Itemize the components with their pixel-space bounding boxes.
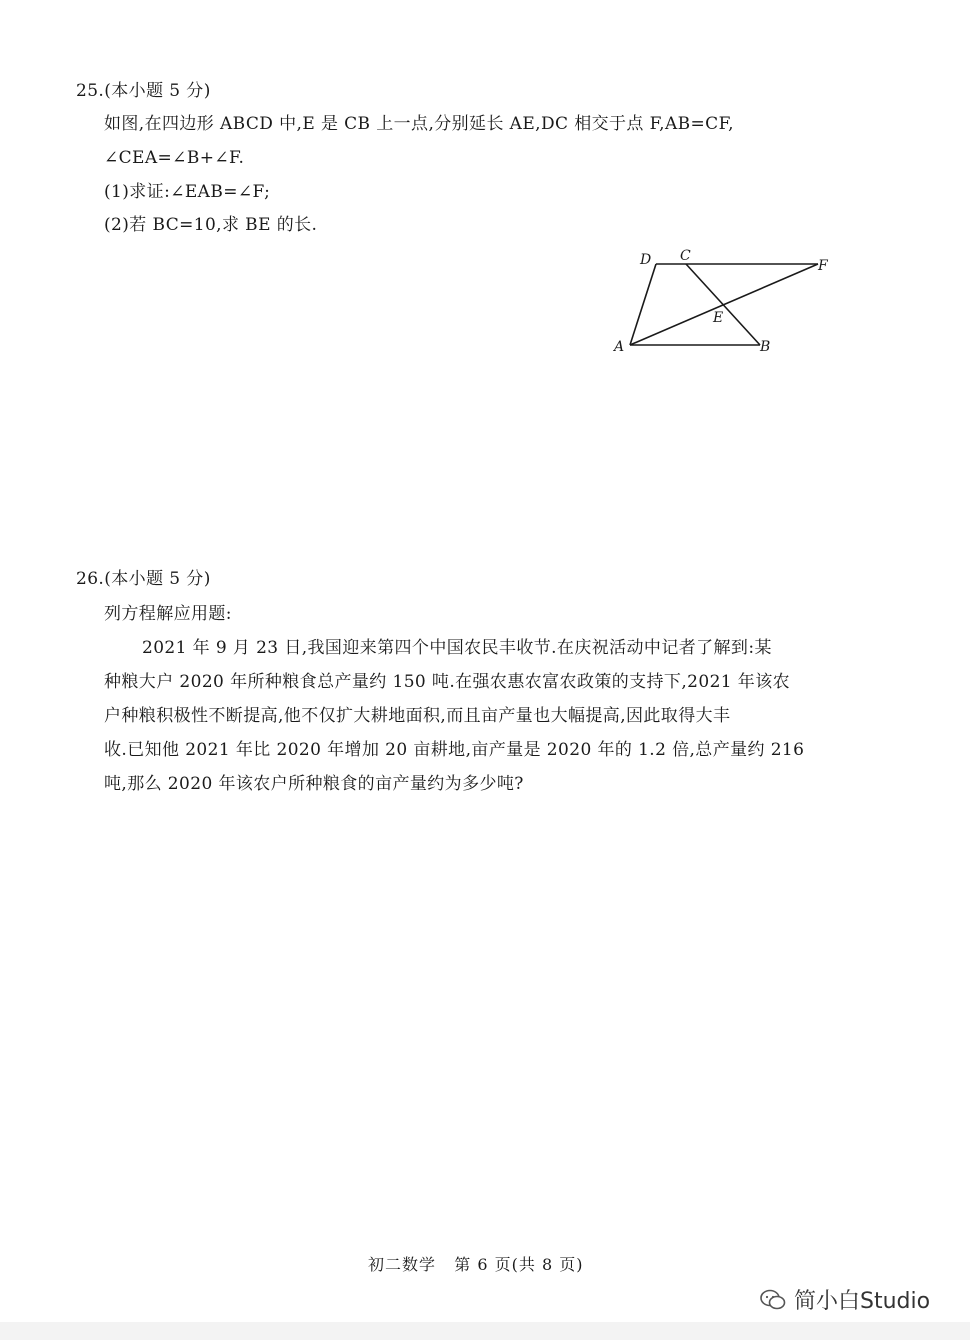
q25-header: 25.(本小题 5 分): [76, 81, 211, 101]
label-C: C: [680, 248, 691, 264]
q25-stem-line-2: ∠CEA=∠B+∠F.: [104, 148, 245, 168]
q26-body-line-2: 种粮大户 2020 年所种粮食总产量约 150 吨.在强农惠农富农政策的支持下,2021 年该农: [104, 672, 791, 692]
q26-body-line-1: 2021 年 9 月 23 日,我国迎来第四个中国农民丰收节.在庆祝活动中记者了解到:某: [142, 638, 772, 658]
segment-AF: [630, 264, 818, 345]
segment-DA: [630, 264, 656, 345]
bottom-bar: [0, 1322, 970, 1340]
q26-header: 26.(本小题 5 分): [76, 569, 211, 589]
q26-intro: 列方程解应用题:: [104, 604, 232, 624]
label-D: D: [640, 252, 652, 268]
q26-body-line-4: 收.已知他 2021 年比 2020 年增加 20 亩耕地,亩产量是 2020 年的 1.2 倍,总产量约 216: [104, 740, 805, 760]
watermark: [760, 1284, 930, 1315]
q25-geometry-figure: [610, 246, 840, 356]
label-A: A: [614, 339, 625, 355]
q25-part-2: (2)若 BC=10,求 BE 的长.: [104, 215, 318, 235]
label-E: E: [713, 310, 724, 326]
label-B: B: [760, 339, 771, 355]
page-footer: 初二数学 第 6 页(共 8 页): [368, 1255, 584, 1274]
q25-part-1: (1)求证:∠EAB=∠F;: [104, 182, 271, 202]
watermark-text: 简小白Studio: [794, 1289, 931, 1314]
q26-body-line-5: 吨,那么 2020 年该农户所种粮食的亩产量约为多少吨?: [104, 774, 524, 794]
q26-body-line-3: 户种粮积极性不断提高,他不仅扩大耕地面积,而且亩产量也大幅提高,因此取得大丰: [104, 706, 731, 726]
wechat-icon: [760, 1289, 786, 1311]
q25-stem-line-1: 如图,在四边形 ABCD 中,E 是 CB 上一点,分别延长 AE,DC 相交于点 F,AB=CF,: [104, 114, 734, 134]
label-F: F: [818, 258, 828, 274]
